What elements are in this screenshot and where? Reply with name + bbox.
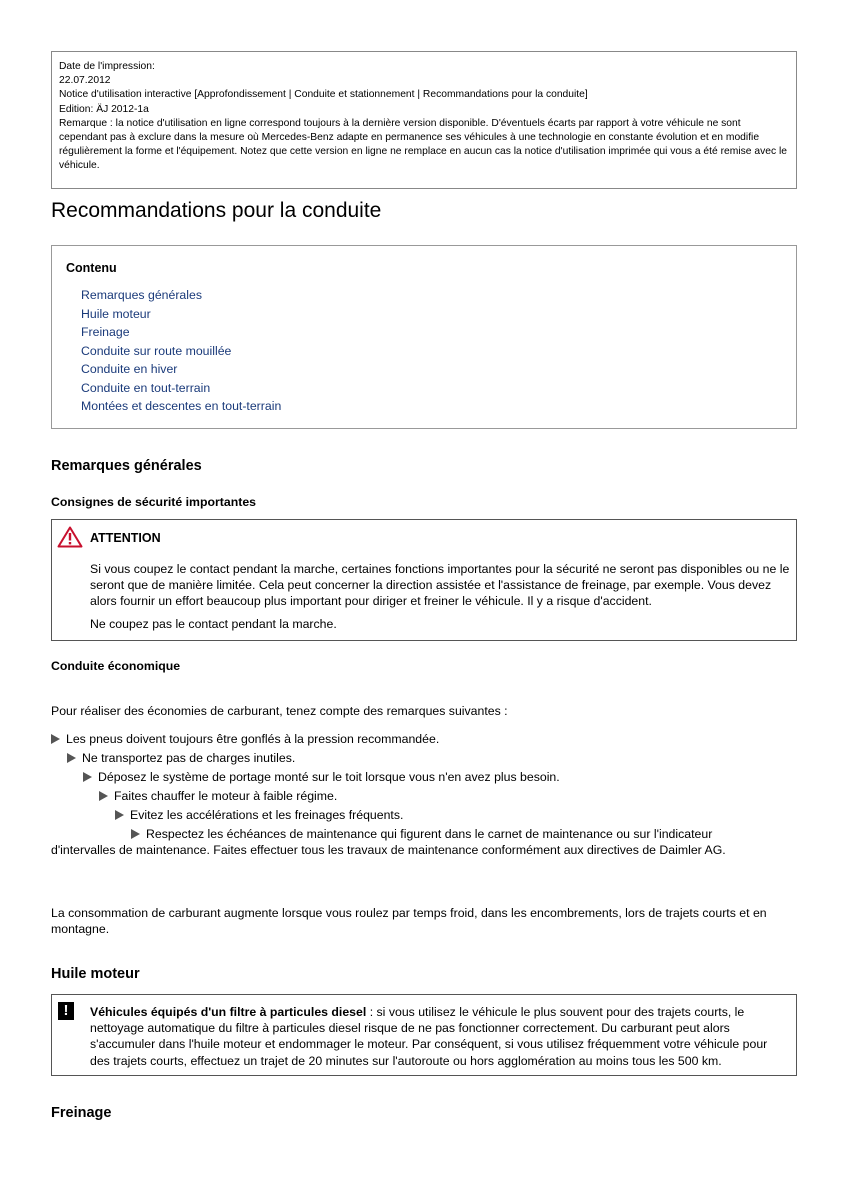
warning-text: Si vous coupez le contact pendant la marche, certaines fonctions importantes pour la sécurité ne seront pas disponibles ou ne le seront que de manière limitée. Cela peut concerner la direction assistée et l'assistance de freinage, par exemple. Vous devez alors fournir un effort beaucoup plus important pour diriger et freiner le véhicule. Il y a risque d'accident. (90, 562, 790, 609)
arrow-icon (115, 810, 124, 820)
arrow-icon (67, 753, 76, 763)
subheading-safety: Consignes de sécurité importantes (51, 495, 257, 509)
step-text: Faites chauffer le moteur à faible régime. (114, 789, 338, 803)
notice-body: : si vous utilisez le véhicule le plus souvent pour des trajets courts, le nettoyage automatique du filtre à particules diesel risque de ne pas fonctionner correctement. Du carburant peut alors s'accumuler dans l'huile moteur et endommager le moteur. Par conséquent, si vous utilisez fréquemment votre véhicule pour des trajets courts, effectuez un trajet de 20 minutes sur l'autoroute ou hors agglomération au moins tous les 500 km. (90, 1005, 768, 1068)
eco-steps-list (51, 731, 791, 858)
toc-link-huile-moteur[interactable]: Huile moteur (81, 306, 151, 321)
toc-link-tout-terrain[interactable]: Conduite en tout-terrain (81, 380, 211, 395)
step-text: Les pneus doivent toujours être gonflés à la pression recommandée. (66, 732, 440, 746)
warning-instruction: Ne coupez pas le contact pendant la marche. (90, 616, 337, 631)
step-text: Evitez les accélérations et les freinages fréquents. (130, 808, 404, 822)
step-text: Respectez les échéances de maintenance qui figurent dans le carnet de maintenance ou sur l'indicateur d'intervalles de maintenance. Faites effectuer tous les travaux de maintenance conformément aux directives de Daimler AG. (51, 827, 726, 858)
page-title: Recommandations pour la conduite (51, 199, 382, 222)
warning-body (90, 561, 790, 638)
list-item (51, 769, 791, 788)
print-date-value: 22.07.2012 (59, 75, 111, 87)
print-date-label: Date de l'impression: (59, 61, 155, 72)
table-of-contents (51, 245, 797, 429)
warning-triangle-icon (57, 526, 83, 548)
arrow-icon (131, 829, 140, 839)
list-item (51, 826, 779, 858)
edition-info: Edition: ÄJ 2012-1a (59, 103, 149, 115)
arrow-icon (99, 791, 108, 801)
arrow-icon (51, 734, 60, 744)
list-item (51, 731, 791, 750)
section-heading-huile: Huile moteur (51, 966, 140, 982)
toc-link-conduite-hiver[interactable]: Conduite en hiver (81, 362, 178, 376)
toc-heading: Contenu (66, 261, 117, 275)
exclamation-icon: ! (58, 1002, 74, 1020)
warning-box (51, 519, 797, 641)
print-info-box (51, 51, 797, 189)
toc-link-montees-descentes[interactable]: Montées et descentes en tout-terrain (81, 399, 282, 413)
notice-bold-lead: Véhicules équipés d'un filtre à particules diesel (90, 1005, 367, 1019)
toc-link-route-mouillee[interactable]: Conduite sur route mouillée (81, 343, 232, 358)
subheading-eco: Conduite économique (51, 659, 181, 673)
step-text: Ne transportez pas de charges inutiles. (82, 751, 296, 765)
consumption-note: La consommation de carburant augmente lorsque vous roulez par temps froid, dans les encombrements, lors de trajets courts et en montagne. (51, 906, 767, 937)
notice-text (90, 1004, 790, 1069)
section-heading-remarques: Remarques générales (51, 458, 202, 474)
toc-link-freinage[interactable]: Freinage (81, 325, 130, 339)
step-text: Déposez le système de portage monté sur le toit lorsque vous n'en avez plus besoin. (98, 770, 560, 784)
disclaimer-note: Remarque : la notice d'utilisation en ligne correspond toujours à la dernière version disponible. D'éventuels écarts par rapport à votre véhicule ne sont cependant pas à exclure dans la mesure où Mercedes-Benz adapte en permanence ses véhicules à une technologie en constante évolution et en modifie régulièrement la forme et l'équipement. Notez que cette version en ligne ne remplace en aucun cas la notice d'utilisation imprimée qui vous a été remise avec le véhicule. (59, 117, 787, 172)
warning-title: ATTENTION (90, 531, 161, 545)
list-item (51, 807, 791, 826)
eco-intro: Pour réaliser des économies de carburant, tenez compte des remarques suivantes : (51, 704, 508, 718)
section-heading-freinage: Freinage (51, 1105, 112, 1121)
document-path: Notice d'utilisation interactive [Approfondissement | Conduite et stationnement | Recommandations pour la conduite] (59, 89, 588, 101)
toc-link-remarques-generales[interactable]: Remarques générales (81, 288, 202, 302)
arrow-icon (83, 772, 92, 782)
list-item (51, 750, 791, 769)
list-item (51, 788, 791, 807)
notice-box (51, 994, 797, 1076)
toc-list (81, 286, 281, 416)
